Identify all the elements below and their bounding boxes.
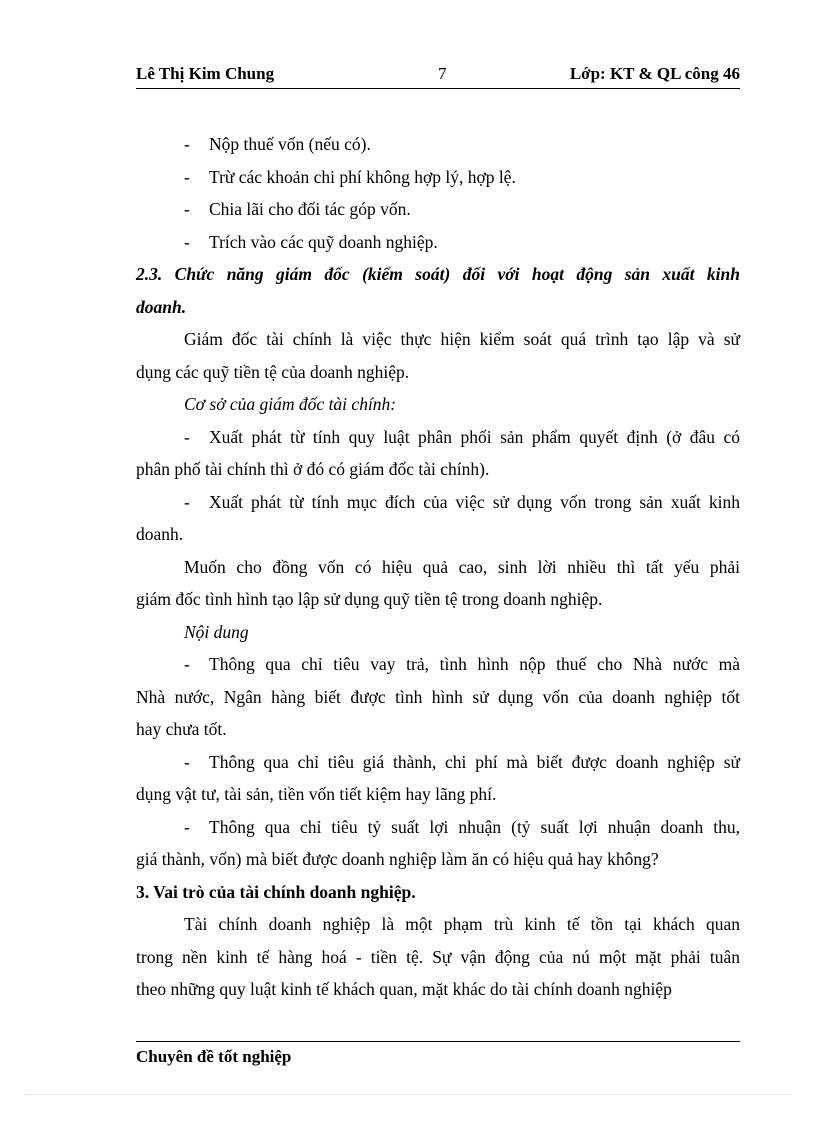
- footer-divider: [136, 1041, 740, 1042]
- paragraph-cont: trong nền kinh tế hàng hoá - tiền tệ. Sự vận động của nú một mặt phải tuân: [136, 946, 740, 967]
- bullet-item-cont: phân phố tài chính thì ở đó có giám đốc tài chính).: [136, 459, 490, 479]
- bullet-item-cont: hay chưa tốt.: [136, 719, 227, 739]
- paragraph-cont: theo những quy luật kinh tế khách quan, mặt khác do tài chính doanh nghiệp: [136, 979, 672, 999]
- header-class: Lớp: KT & QL công 46: [569, 64, 740, 83]
- bullet-item: - Trích vào các quỹ doanh nghiệp.: [184, 231, 438, 252]
- bullet-item-cont: giá thành, vốn) mà biết được doanh nghiệp làm ăn có hiệu quả hay không?: [136, 849, 659, 869]
- bullet-item: - Thông qua chỉ tiêu vay trả, tình hình nộp thuế cho Nhà nước mà: [184, 654, 740, 674]
- page-edge-dotted-line: [24, 1094, 792, 1095]
- content-label: Nội dung: [184, 621, 249, 642]
- page-footer: Chuyên đề tốt nghiệp: [136, 1047, 292, 1066]
- paragraph: Giám đốc tài chính là việc thực hiện kiểm soát quá trình tạo lập và sử: [184, 329, 740, 349]
- bullet-item-cont: doanh.: [136, 524, 184, 544]
- page-header: [136, 64, 740, 89]
- bullet-item: - Nộp thuế vốn (nếu có).: [184, 134, 371, 154]
- header-author: Lê Thị Kim Chung: [136, 64, 275, 83]
- bullet-item: - Chia lãi cho đối tác góp vốn.: [184, 199, 411, 219]
- paragraph-cont: giám đốc tình hình tạo lập sử dụng quỹ tiền tệ trong doanh nghiệp.: [136, 589, 603, 609]
- bullet-item: - Xuất phát từ tính quy luật phân phối sản phẩm quyết định (ở đâu có: [184, 426, 740, 447]
- bullet-item: - Trừ các khoản chi phí không hợp lý, hợp lệ.: [184, 166, 516, 187]
- header-page-number: 7: [438, 64, 447, 83]
- page-body: [136, 132, 740, 1010]
- basis-label: Cơ sở của giám đốc tài chính:: [184, 394, 397, 414]
- bullet-item-cont: Nhà nước, Ngân hàng biết được tình hình sử dụng vốn của doanh nghiệp tốt: [136, 686, 740, 707]
- paragraph-cont: dụng các quỹ tiền tệ của doanh nghiệp.: [136, 361, 410, 382]
- paragraph: Tài chính doanh nghiệp là một phạm trù kinh tế tồn tại khách quan: [184, 914, 740, 934]
- paragraph: Muốn cho đồng vốn có hiệu quả cao, sinh lời nhiều thì tất yếu phải: [184, 556, 740, 577]
- section-heading-2-3-cont: doanh.: [136, 296, 187, 317]
- bullet-item: - Thông qua chỉ tiêu giá thành, chi phí mà biết được doanh nghiệp sử: [184, 751, 740, 772]
- bullet-item-cont: dụng vật tư, tài sản, tiền vốn tiết kiệm hay lãng phí.: [136, 784, 497, 804]
- bullet-item: - Thông qua chỉ tiêu tỷ suất lợi nhuận (tỷ suất lợi nhuận doanh thu,: [184, 816, 740, 837]
- section-heading-3: 3. Vai trò của tài chính doanh nghiệp.: [136, 881, 416, 902]
- section-heading-2-3: 2.3. Chức năng giám đốc (kiểm soát) đối với hoạt động sản xuất kinh: [136, 264, 740, 284]
- bullet-item: - Xuất phát từ tính mục đích của việc sử dụng vốn trong sản xuất kinh: [184, 491, 740, 512]
